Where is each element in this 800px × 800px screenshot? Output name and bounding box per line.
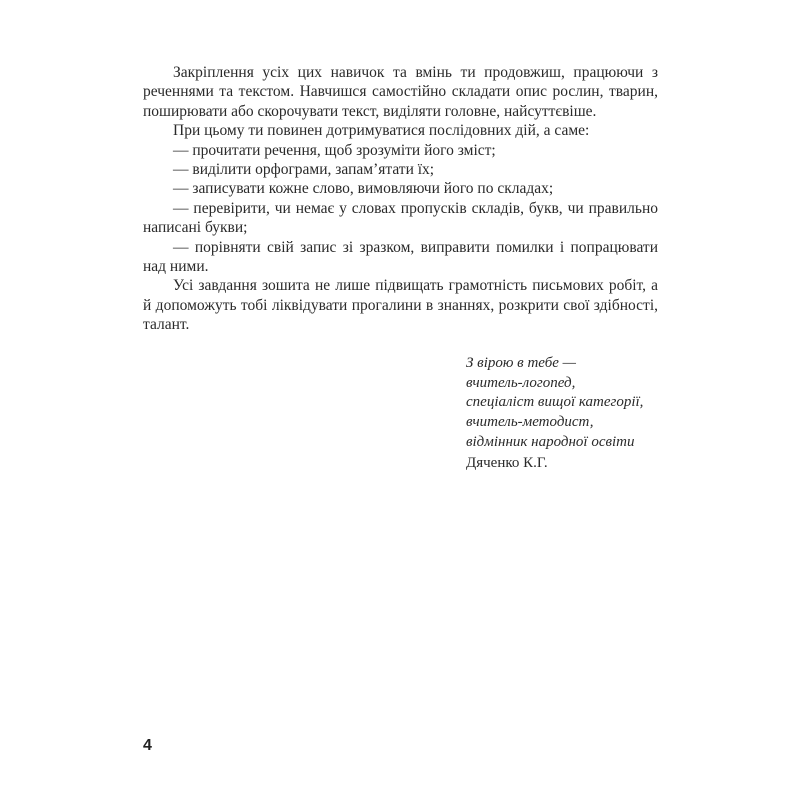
page-number: 4 [143, 737, 152, 754]
steps-list [143, 141, 658, 277]
author-name: Дяченко К.Г. [466, 454, 548, 471]
paragraph-1: Закріплення усіх цих навичок та вмінь ти продовжиш, працюючи з реченнями та текстом. Навчишся самостійно складати опис рослин, тварин, поширювати або скорочувати текст, виділяти головне, найсуттєвіше. [143, 64, 658, 120]
signature-line: спеціаліст вищої категорії, [466, 394, 644, 411]
list-item: — прочитати речення, щоб зрозуміти його зміст; [173, 141, 496, 159]
list-item: — записувати кожне слово, вимовляючи його по складах; [173, 180, 554, 198]
list-item: — виділити орфограми, запам’ятати їх; [173, 161, 435, 179]
signature-line: вчитель-методист, [466, 414, 594, 431]
list-item: — порівняти свій запис зі зразком, виправити помилки і попрацювати над ними. [143, 238, 658, 276]
signature-line: вчитель-логопед, [466, 374, 576, 391]
list-item: — перевірити, чи немає у словах пропусків складів, букв, чи правильно написані букви; [143, 199, 658, 237]
body-text [143, 63, 658, 335]
signature-block [466, 354, 643, 473]
paragraph-2: При цьому ти повинен дотримуватися послідовних дій, а саме: [173, 122, 590, 140]
signature-line: відмінник народної освіти [466, 433, 635, 450]
signature-line: З вірою в тебе — [466, 355, 577, 371]
paragraph-3: Усі завдання зошита не лише підвищать грамотність письмових робіт, а й допоможуть тобі ліквідувати прогалини в знаннях, розкрити свої здібності, талант. [143, 277, 658, 334]
